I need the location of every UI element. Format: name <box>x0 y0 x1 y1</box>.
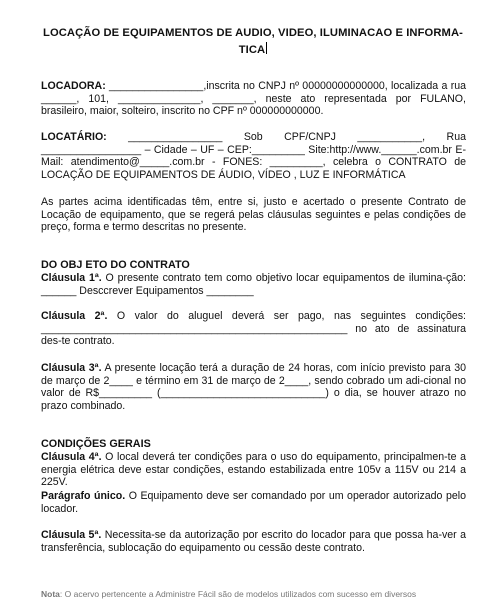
clause-2-text: O valor do aluguel deverá ser pago, nas seguintes condições: ____________________________________________________ no ato de assinatura des-te contrato. <box>41 310 466 347</box>
footer-note <box>41 589 481 599</box>
clause-5 <box>41 529 466 554</box>
clause-4-label: Cláusula 4ª. <box>41 451 102 463</box>
footer-note-label: Nota <box>41 589 60 599</box>
title-line-1: LOCAÇÃO DE EQUIPAMENTOS DE AUDIO, VIDEO, ILUMINACAO E INFORMA- <box>43 27 463 39</box>
locadora-label: LOCADORA: <box>41 80 106 92</box>
clause-2 <box>41 310 466 348</box>
clause-1 <box>41 272 466 297</box>
clause-3-label: Cláusula 3ª. <box>41 362 102 374</box>
locatario-label: LOCATÁRIO: <box>41 131 107 143</box>
locatario-paragraph <box>41 131 466 181</box>
paragrafo-unico-text: O Equipamento deve ser comandado por um operador autorizado pelo locador. <box>41 490 466 515</box>
locadora-text: ________________,inscrita no CNPJ nº 00000000000000, localizada a rua ______, 101, ______________, _______, neste ato representada por FULANO, brasileiro, maior, solteiro, inscrito no CPF nº 000000000000. <box>41 80 466 117</box>
clause-1-text: O presente contrato tem como objetivo locar equipamentos de ilumina-ção: ______ Desccrever Equipamentos ________ <box>41 272 466 297</box>
section-heading-condicoes: CONDIÇÕES GERAIS <box>41 438 151 450</box>
clause-5-text: Necessita-se da autorização por escrito do locador para que possa ha-ver a transferência, sublocação do equipamento ou cessão deste contrato. <box>41 529 466 554</box>
footer-note-text: : O acervo pertencente a Administre Fácil são de modelos utilizados com sucesso em diversos <box>59 589 417 599</box>
clause-4-text: O local deverá ter condições para o uso do equipamento, principalmen-te a energia elétrica deve estar condições, estando estabilizada entre 105v a 115V ou 214 a 225V. <box>41 451 467 488</box>
intro-paragraph: As partes acima identificadas têm, entre si, justo e acertado o presente Contrato de Locação de equipamento, que se regerá pelas cláusulas seguintes e pelas condições de preço, forma e termo descritas no presente. <box>41 196 466 233</box>
paragrafo-unico-label: Parágrafo único. <box>41 490 126 502</box>
document-title <box>40 25 466 59</box>
clause-3-text: A presente locação terá a duração de 24 horas, com início previsto para 30 de março de 2____ e término em 31 de março de 2____, sendo cobrado um adi-cional no valor de R$_________ (____________________________) o dia, se houver atrazo no prazo combinado. <box>41 362 467 412</box>
clause-2-label: Cláusula 2ª. <box>41 310 108 322</box>
title-line-2: TICA <box>238 44 266 56</box>
clause-5-label: Cláusula 5ª. <box>41 529 102 541</box>
text-cursor <box>266 42 267 54</box>
clause-4 <box>41 451 466 489</box>
paragrafo-unico <box>41 490 466 515</box>
clause-1-label: Cláusula 1ª. <box>41 272 102 284</box>
section-heading-objeto: DO OBJ ETO DO CONTRATO <box>41 259 190 271</box>
locadora-paragraph <box>41 80 466 118</box>
locatario-text: ________________ Sob CPF/CNPJ ___________, Rua _________________ – Cidade – UF – CEP:_________ Site:http://www.______.com.br E-Mail: atendimento@_____.com.br - FONES: _________, celebra o CONTRATO de LOCAÇÃO DE EQUIPAMENTOS DE ÁUDIO, VÍDEO , LUZ E INFORMÁTICA <box>41 131 466 181</box>
clause-3 <box>41 362 466 412</box>
